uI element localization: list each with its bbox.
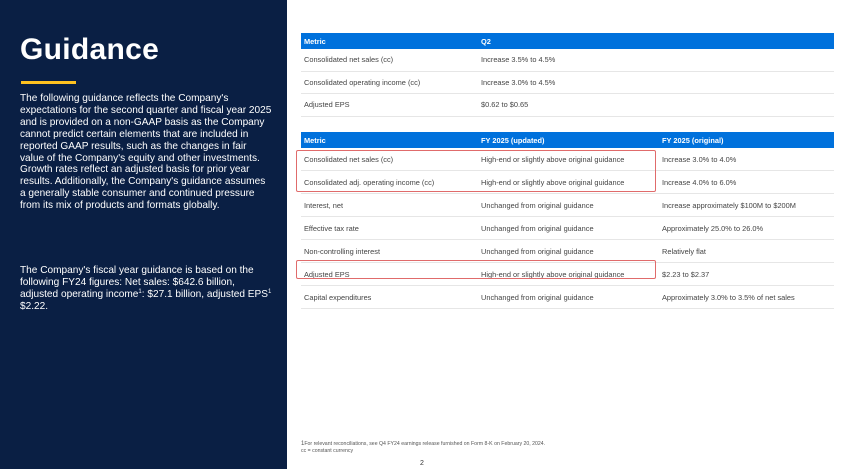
fy24-figures-paragraph: The Company's fiscal year guidance is based on the following FY24 figures: Net sales: $642.6 billion, adjusted operating income$^1$: $27.1 billion, adjusted EPS$^1$ $2.22. <box>20 265 272 312</box>
column-header: FY 2025 (original) <box>659 132 834 148</box>
title-underline <box>21 81 76 84</box>
footnote-line: $^1$For relevant reconciliations, see Q4 FY24 earnings release furnished on Form 8-K on February 20, 2024. <box>301 441 546 447</box>
table-cell: $2.23 to $2.37 <box>659 263 834 286</box>
table-cell: Increase 3.5% to 4.5% <box>478 49 834 71</box>
table-cell: Consolidated net sales (cc) <box>301 148 478 171</box>
table-cell: Unchanged from original guidance <box>478 286 659 309</box>
table-cell: Non-controlling interest <box>301 240 478 263</box>
table-cell: Unchanged from original guidance <box>478 240 659 263</box>
column-header: FY 2025 (updated) <box>478 132 659 148</box>
page-title: Guidance <box>20 33 160 66</box>
table-row <box>301 286 834 309</box>
q2-guidance-table <box>301 33 834 117</box>
table-cell: Unchanged from original guidance <box>478 194 659 217</box>
highlight-box-adjusted-eps <box>296 260 656 279</box>
table-header-row <box>301 132 834 148</box>
highlight-box-sales-opincome <box>296 150 656 192</box>
table-cell: Interest, net <box>301 194 478 217</box>
table-cell: Consolidated adj. operating income (cc) <box>301 171 478 194</box>
table-cell: Adjusted EPS <box>301 94 478 117</box>
table-row <box>301 71 834 94</box>
table-cell: Relatively flat <box>659 240 834 263</box>
column-header: Metric <box>301 33 478 49</box>
table-row <box>301 217 834 240</box>
table-row <box>301 94 834 117</box>
intro-paragraph: The following guidance reflects the Company's expectations for the second quarter and fiscal year 2025 and is provided on a non-GAAP basis as the Company cannot predict certain elements that are included in reported GAAP results, such as the changes in fair value of the Company's equity and other investments. Growth rates reflect an adjusted basis for prior year results. Additionally, the Company's guidance assumes a generally stable consumer and continued pressure from its mix of products and formats globally. <box>20 93 272 212</box>
table-cell: Effective tax rate <box>301 217 478 240</box>
table-cell: High-end or slightly above original guidance <box>478 148 659 171</box>
table-row <box>301 49 834 71</box>
table-header-row <box>301 33 834 49</box>
table-cell: Increase 4.0% to 6.0% <box>659 171 834 194</box>
table-cell: Adjusted EPS <box>301 263 478 286</box>
table-cell: High-end or slightly above original guidance <box>478 171 659 194</box>
page-number: 2 <box>420 460 424 467</box>
column-header: Q2 <box>478 33 834 49</box>
left-panel <box>0 0 287 469</box>
footnote-line: cc = constant currency <box>301 448 354 454</box>
table-cell: Consolidated net sales (cc) <box>301 49 478 71</box>
footnote <box>301 441 545 455</box>
table-row <box>301 194 834 217</box>
table-cell: Unchanged from original guidance <box>478 217 659 240</box>
column-header: Metric <box>301 132 478 148</box>
table-cell: Approximately 25.0% to 26.0% <box>659 217 834 240</box>
table-cell: Capital expenditures <box>301 286 478 309</box>
table-cell: $0.62 to $0.65 <box>478 94 834 117</box>
table-cell: High-end or slightly above original guidance <box>478 263 659 286</box>
table-cell: Approximately 3.0% to 3.5% of net sales <box>659 286 834 309</box>
table-cell: Increase approximately $100M to $200M <box>659 194 834 217</box>
table-cell: Increase 3.0% to 4.5% <box>478 71 834 94</box>
table-cell: Increase 3.0% to 4.0% <box>659 148 834 171</box>
table-cell: Consolidated operating income (cc) <box>301 71 478 94</box>
